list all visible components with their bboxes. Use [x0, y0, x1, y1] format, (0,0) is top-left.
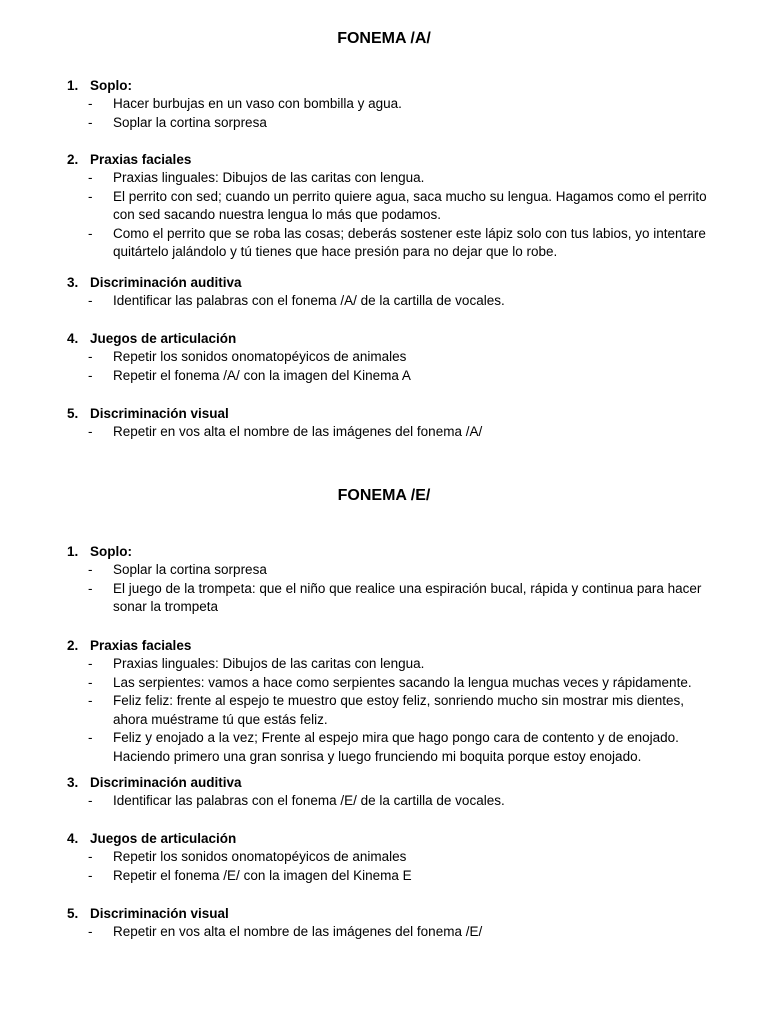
- list-item: - Praxias linguales: Dibujos de las caritas con lengua.: [67, 655, 725, 674]
- item-praxias-faciales-e: [67, 637, 747, 766]
- list-item: - Repetir en vos alta el nombre de las imágenes del fonema /E/: [67, 923, 725, 942]
- item-title: Discriminación visual: [90, 406, 229, 421]
- dash-bullet-icon: -: [88, 170, 93, 185]
- item-number: 2.: [67, 638, 79, 653]
- item-title: Soplo:: [90, 544, 132, 559]
- list-item: - Feliz y enojado a la vez; Frente al espejo mira que hago pongo cara de contento y de enojado. Haciendo primero una gran sonrisa y luego frunciendo mi boquita porque estoy enojado.: [88, 730, 679, 764]
- list-item: - Como el perrito que se roba las cosas; deberás sostener este lápiz solo con tus labios, yo intentare quitártelo jalándolo y tú tienes que hace presión para no dejar que lo robe.: [88, 225, 706, 259]
- dash-bullet-icon: -: [88, 674, 93, 690]
- list-item: - Repetir el fonema /A/ con la imagen del Kinema A: [67, 367, 725, 386]
- list-item: - Feliz feliz: frente al espejo te muestro que estoy feliz, sonriendo mucho sin mostrar mis dientes, ahora muéstrame tú que estás feliz.: [88, 693, 685, 727]
- dash-bullet-icon: -: [88, 730, 93, 745]
- dash-bullet-icon: -: [88, 867, 93, 883]
- item-number: 4.: [67, 831, 79, 846]
- item-title: Discriminación visual: [90, 906, 229, 921]
- item-title: Praxias faciales: [90, 152, 192, 167]
- item-title: Soplo:: [90, 78, 132, 93]
- item-discriminacion-visual-a: [67, 405, 747, 442]
- item-title: Discriminación auditiva: [90, 775, 242, 790]
- dash-bullet-icon: -: [88, 580, 93, 596]
- item-number: 5.: [67, 406, 79, 421]
- list-item: - Soplar la cortina sorpresa: [67, 561, 725, 580]
- item-soplo-e: [67, 543, 747, 617]
- dash-bullet-icon: -: [88, 924, 93, 939]
- list-item: - Hacer burbujas en un vaso con bombilla y agua.: [67, 95, 725, 114]
- dash-bullet-icon: -: [88, 293, 93, 308]
- list-item: - Praxias linguales: Dibujos de las caritas con lengua.: [67, 169, 725, 188]
- section-title-fonema-a: FONEMA /A/: [337, 30, 431, 47]
- list-item: - Repetir en vos alta el nombre de las imágenes del fonema /A/: [67, 423, 725, 442]
- list-item: - Soplar la cortina sorpresa: [67, 114, 725, 133]
- item-number: 3.: [67, 275, 79, 290]
- dash-bullet-icon: -: [88, 656, 93, 671]
- list-item: - Repetir el fonema /E/ con la imagen del Kinema E: [67, 867, 725, 886]
- item-soplo-a: [67, 77, 747, 132]
- list-item: - El perrito con sed; cuando un perrito quiere agua, saca mucho su lengua. Hagamos como el perrito con sed sacando nuestra lengua lo más que podamos.: [88, 188, 707, 222]
- dash-bullet-icon: -: [88, 349, 93, 364]
- dash-bullet-icon: -: [88, 188, 93, 204]
- item-number: 4.: [67, 331, 79, 346]
- list-item: - Repetir los sonidos onomatopéyicos de animales: [67, 348, 725, 367]
- dash-bullet-icon: -: [88, 693, 93, 708]
- list-item: - Repetir los sonidos onomatopéyicos de animales: [67, 848, 725, 867]
- dash-bullet-icon: -: [88, 367, 93, 383]
- list-item: - El juego de la trompeta: que el niño que realice una espiración bucal, rápida y continua para hacer sonar la trompeta: [88, 580, 702, 614]
- item-juegos-articulacion-a: [67, 330, 747, 385]
- item-title: Juegos de articulación: [90, 831, 237, 846]
- item-title: Discriminación auditiva: [90, 275, 242, 290]
- dash-bullet-icon: -: [88, 849, 93, 864]
- item-number: 1.: [67, 78, 79, 93]
- item-number: 5.: [67, 906, 79, 921]
- item-discriminacion-auditiva-a: [67, 274, 747, 311]
- dash-bullet-icon: -: [88, 424, 93, 439]
- item-discriminacion-visual-e: [67, 905, 747, 942]
- dash-bullet-icon: -: [88, 793, 93, 808]
- item-number: 2.: [67, 152, 79, 167]
- item-number: 3.: [67, 775, 79, 790]
- dash-bullet-icon: -: [88, 225, 93, 241]
- item-title: Praxias faciales: [90, 638, 192, 653]
- item-praxias-faciales-a: [67, 151, 747, 262]
- list-item: - Identificar las palabras con el fonema /A/ de la cartilla de vocales.: [67, 292, 725, 311]
- item-number: 1.: [67, 544, 79, 559]
- item-juegos-articulacion-e: [67, 830, 747, 885]
- section-title-fonema-e: FONEMA /E/: [337, 487, 431, 504]
- list-item: - Identificar las palabras con el fonema /E/ de la cartilla de vocales.: [67, 792, 725, 811]
- dash-bullet-icon: -: [88, 114, 93, 130]
- dash-bullet-icon: -: [88, 96, 93, 111]
- dash-bullet-icon: -: [88, 562, 93, 577]
- item-discriminacion-auditiva-e: [67, 774, 747, 811]
- list-item: - Las serpientes: vamos a hace como serpientes sacando la lengua muchas veces y rápidamente.: [67, 674, 725, 693]
- item-title: Juegos de articulación: [90, 331, 237, 346]
